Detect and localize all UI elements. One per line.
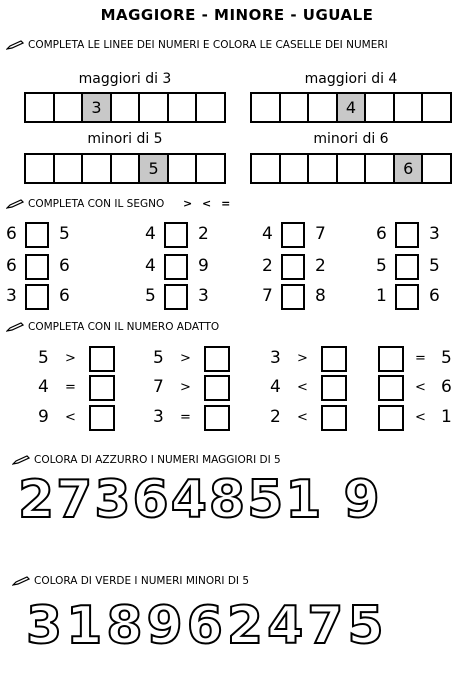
given-number: 4: [38, 377, 49, 397]
strip-cell[interactable]: [197, 94, 224, 121]
number-answer-box[interactable]: [204, 405, 230, 431]
sign-answer-box[interactable]: [164, 222, 188, 248]
number-answer-box[interactable]: [321, 346, 347, 372]
comparison-sign: <: [415, 380, 426, 395]
sign-answer-box[interactable]: [25, 284, 49, 310]
number-line-strip: [250, 92, 452, 123]
sign-answer-box[interactable]: [395, 284, 419, 310]
strip-cell[interactable]: [252, 94, 281, 121]
given-number: 4: [270, 377, 281, 397]
cartoon-digits-row[interactable]: 318962475: [26, 596, 388, 656]
number-answer-box[interactable]: [204, 375, 230, 401]
pencil-icon: [12, 455, 30, 465]
compare-left-number: 4: [262, 224, 273, 244]
strip-cell[interactable]: [169, 155, 198, 182]
section5-instruction: COLORA DI VERDE I NUMERI MINORI DI 5: [34, 575, 250, 587]
compare-right-number: 8: [315, 286, 326, 306]
given-number: 3: [270, 348, 281, 368]
strip-cell-given: 4: [338, 94, 367, 121]
compare-left-number: 1: [376, 286, 387, 306]
number-line-strip: [24, 92, 226, 123]
strip-cell[interactable]: [423, 94, 450, 121]
strip-cell-given: 5: [140, 155, 169, 182]
compare-right-number: 5: [59, 224, 70, 244]
compare-right-number: 7: [315, 224, 326, 244]
compare-left-number: 5: [145, 286, 156, 306]
compare-left-number: 4: [145, 224, 156, 244]
compare-left-number: 5: [376, 256, 387, 276]
strip-cell[interactable]: [26, 155, 55, 182]
sign-answer-box[interactable]: [25, 222, 49, 248]
compare-right-number: 3: [198, 286, 209, 306]
number-line-strip: [250, 153, 452, 184]
section2-instruction: COMPLETA CON IL SEGNO: [28, 198, 165, 210]
given-number: 7: [153, 377, 164, 397]
compare-right-number: 2: [315, 256, 326, 276]
compare-left-number: 6: [6, 256, 17, 276]
strip-cell[interactable]: [112, 155, 141, 182]
compare-right-number: 9: [198, 256, 209, 276]
pencil-icon: [6, 322, 24, 332]
sign-answer-box[interactable]: [395, 222, 419, 248]
comparison-sign: =: [415, 351, 426, 366]
sign-answer-box[interactable]: [281, 284, 305, 310]
strip-cell[interactable]: [26, 94, 55, 121]
strip-cell[interactable]: [309, 155, 338, 182]
number-answer-box[interactable]: [204, 346, 230, 372]
sign-answer-box[interactable]: [164, 254, 188, 280]
compare-right-number: 6: [59, 286, 70, 306]
comparison-sign: <: [415, 410, 426, 425]
strip-label: maggiori di 4: [304, 71, 398, 87]
strip-cell[interactable]: [169, 94, 198, 121]
compare-left-number: 2: [262, 256, 273, 276]
compare-left-number: 3: [6, 286, 17, 306]
compare-left-number: 7: [262, 286, 273, 306]
cartoon-digits-row[interactable]: 27364851 9: [18, 470, 382, 530]
strip-cell[interactable]: [197, 155, 224, 182]
sign-answer-box[interactable]: [164, 284, 188, 310]
number-answer-box[interactable]: [378, 405, 404, 431]
pencil-icon: [6, 199, 24, 209]
given-number: 5: [153, 348, 164, 368]
strip-cell[interactable]: [281, 94, 310, 121]
signs-list: > < =: [183, 197, 231, 210]
strip-cell-given: 6: [395, 155, 424, 182]
number-answer-box[interactable]: [378, 375, 404, 401]
number-line-strip: [24, 153, 226, 184]
pencil-icon: [12, 576, 30, 586]
compare-right-number: 5: [429, 256, 440, 276]
sign-answer-box[interactable]: [281, 254, 305, 280]
comparison-sign: >: [180, 380, 191, 395]
comparison-sign: <: [297, 380, 308, 395]
compare-right-number: 2: [198, 224, 209, 244]
strip-cell[interactable]: [83, 155, 112, 182]
strip-cell[interactable]: [366, 155, 395, 182]
strip-cell-given: 3: [83, 94, 112, 121]
number-answer-box[interactable]: [321, 405, 347, 431]
strip-cell[interactable]: [366, 94, 395, 121]
strip-label: minori di 5: [87, 131, 163, 147]
strip-cell[interactable]: [309, 94, 338, 121]
compare-right-number: 6: [429, 286, 440, 306]
compare-left-number: 6: [6, 224, 17, 244]
sign-answer-box[interactable]: [281, 222, 305, 248]
number-answer-box[interactable]: [89, 405, 115, 431]
number-answer-box[interactable]: [89, 346, 115, 372]
sign-answer-box[interactable]: [395, 254, 419, 280]
strip-cell[interactable]: [395, 94, 424, 121]
given-number: 5: [441, 348, 452, 368]
compare-right-number: 6: [59, 256, 70, 276]
given-number: 3: [153, 407, 164, 427]
section1-instruction: COMPLETA LE LINEE DEI NUMERI E COLORA LE CASELLE DEI NUMERI: [28, 39, 388, 51]
given-number: 6: [441, 377, 452, 397]
comparison-sign: >: [65, 351, 76, 366]
comparison-sign: <: [65, 410, 76, 425]
comparison-sign: =: [180, 410, 191, 425]
given-number: 1: [441, 407, 452, 427]
strip-cell[interactable]: [423, 155, 450, 182]
number-answer-box[interactable]: [321, 375, 347, 401]
number-answer-box[interactable]: [378, 346, 404, 372]
section3-instruction: COMPLETA CON IL NUMERO ADATTO: [28, 321, 220, 333]
comparison-sign: <: [297, 410, 308, 425]
comparison-sign: >: [297, 351, 308, 366]
compare-left-number: 6: [376, 224, 387, 244]
strip-cell[interactable]: [252, 155, 281, 182]
comparison-sign: >: [180, 351, 191, 366]
number-answer-box[interactable]: [89, 375, 115, 401]
strip-cell[interactable]: [55, 94, 84, 121]
page-title: MAGGIORE - MINORE - UGUALE: [100, 6, 374, 24]
strip-cell[interactable]: [140, 94, 169, 121]
comparison-sign: =: [65, 380, 76, 395]
strip-label: minori di 6: [313, 131, 389, 147]
given-number: 5: [38, 348, 49, 368]
section4-instruction: COLORA DI AZZURRO I NUMERI MAGGIORI DI 5: [34, 454, 281, 466]
strip-label: maggiori di 3: [78, 71, 172, 87]
sign-answer-box[interactable]: [25, 254, 49, 280]
compare-right-number: 3: [429, 224, 440, 244]
strip-cell[interactable]: [112, 94, 141, 121]
pencil-icon: [6, 40, 24, 50]
strip-cell[interactable]: [55, 155, 84, 182]
strip-cell[interactable]: [338, 155, 367, 182]
given-number: 2: [270, 407, 281, 427]
given-number: 9: [38, 407, 49, 427]
compare-left-number: 4: [145, 256, 156, 276]
strip-cell[interactable]: [281, 155, 310, 182]
